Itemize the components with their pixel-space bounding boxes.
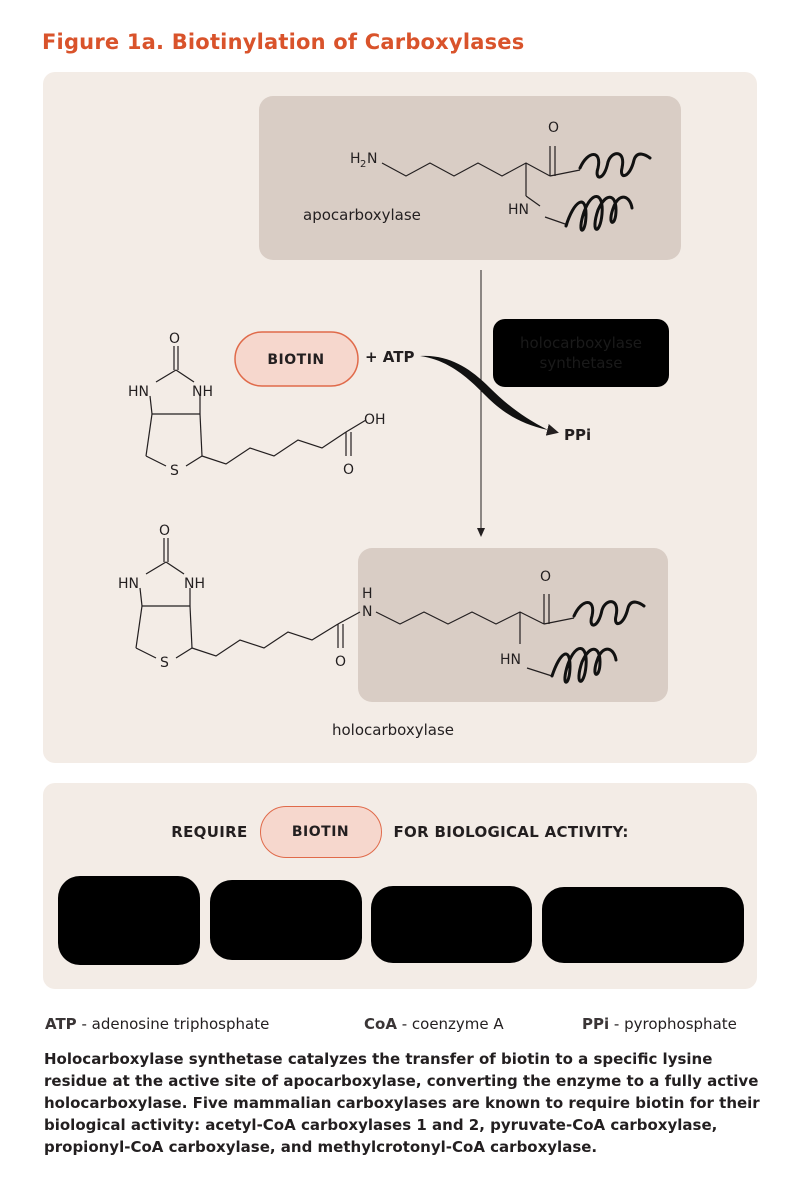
legend-ppi-desc: - pyrophosphate — [613, 1015, 737, 1033]
enzyme-box — [493, 319, 669, 387]
legend-coa-abbr: CoA — [364, 1015, 397, 1033]
apo-carbonyl-o-label: O — [548, 120, 560, 136]
plus-atp-label: + ATP — [365, 348, 415, 366]
holocarboxylase-label: holocarboxylase — [332, 721, 455, 739]
free-biotin-nh-label: NH — [192, 384, 213, 400]
holo-carbonyl-o-label: O — [540, 569, 552, 585]
require-biotin-pill: BIOTIN — [260, 806, 382, 858]
requirement-row — [43, 805, 757, 859]
legend-atp-desc: - adenosine triphosphate — [81, 1015, 270, 1033]
free-biotin-acid-o-label: O — [343, 462, 355, 478]
biotin-pill-label: BIOTIN — [267, 352, 325, 368]
legend-ppi-abbr: PPi — [582, 1015, 610, 1033]
figure-title: Figure 1a. Biotinylation of Carboxylases — [42, 30, 525, 54]
legend-atp-abbr: ATP — [45, 1015, 77, 1033]
holo-biotin-nh-label: NH — [184, 576, 205, 592]
free-biotin-o-label: O — [169, 331, 181, 347]
holo-hn-label: HN — [500, 652, 521, 668]
enzyme-label-line1: holocarboxylase — [519, 334, 643, 352]
holo-biotin-o-label: O — [159, 523, 171, 539]
holo-biotin-hn-label: HN — [118, 576, 139, 592]
holo-amide-o-label: O — [335, 654, 347, 670]
free-biotin-hn-label: HN — [128, 384, 149, 400]
figure-caption: Holocarboxylase synthetase catalyzes the transfer of biotin to a specific lysine residue at the active site of apocarboxylase, converting the enzyme to a fully active holocarboxylase. Five mammalian carboxylases are known to require biotin for their biological activity: acetyl-CoA carboxylases 1 and 2, pyruvate-CoA carboxylase, propionyl-CoA carboxylase, and methylcrotonyl-CoA carboxylase. — [44, 1050, 760, 1156]
holo-biotin-structure — [136, 538, 360, 658]
apocarboxylase-box — [259, 96, 681, 260]
legend-ppi — [582, 1015, 737, 1033]
carboxylase-box-3 — [371, 886, 532, 963]
require-prefix: REQUIRE — [171, 823, 248, 841]
ppi-arrow — [548, 430, 556, 432]
reaction-arrowhead — [477, 528, 485, 537]
amine-subscript: 2 — [360, 159, 367, 170]
require-suffix: FOR BIOLOGICAL ACTIVITY: — [393, 823, 629, 841]
free-biotin-s-label: S — [170, 463, 179, 479]
legend-coa-desc: - coenzyme A — [401, 1015, 504, 1033]
amine-h-label: H — [350, 151, 361, 167]
free-biotin-oh-label: OH — [364, 412, 386, 428]
holocarboxylase-box — [358, 548, 668, 702]
holo-amide-h-label: H — [362, 586, 373, 602]
carboxylase-box-1 — [58, 876, 200, 965]
carboxylase-box-2 — [210, 880, 362, 960]
amine-n-label: N — [367, 151, 378, 167]
holo-amide-n-label: N — [362, 604, 373, 620]
carboxylase-box-4 — [542, 887, 744, 963]
holo-biotin-s-label: S — [160, 655, 169, 671]
apocarboxylase-label: apocarboxylase — [303, 206, 421, 224]
legend-coa — [364, 1015, 504, 1033]
legend-atp — [45, 1015, 269, 1033]
apo-hn-label: HN — [508, 202, 529, 218]
ppi-label: PPi — [564, 426, 592, 444]
enzyme-label-line2: synthetase — [539, 354, 623, 372]
